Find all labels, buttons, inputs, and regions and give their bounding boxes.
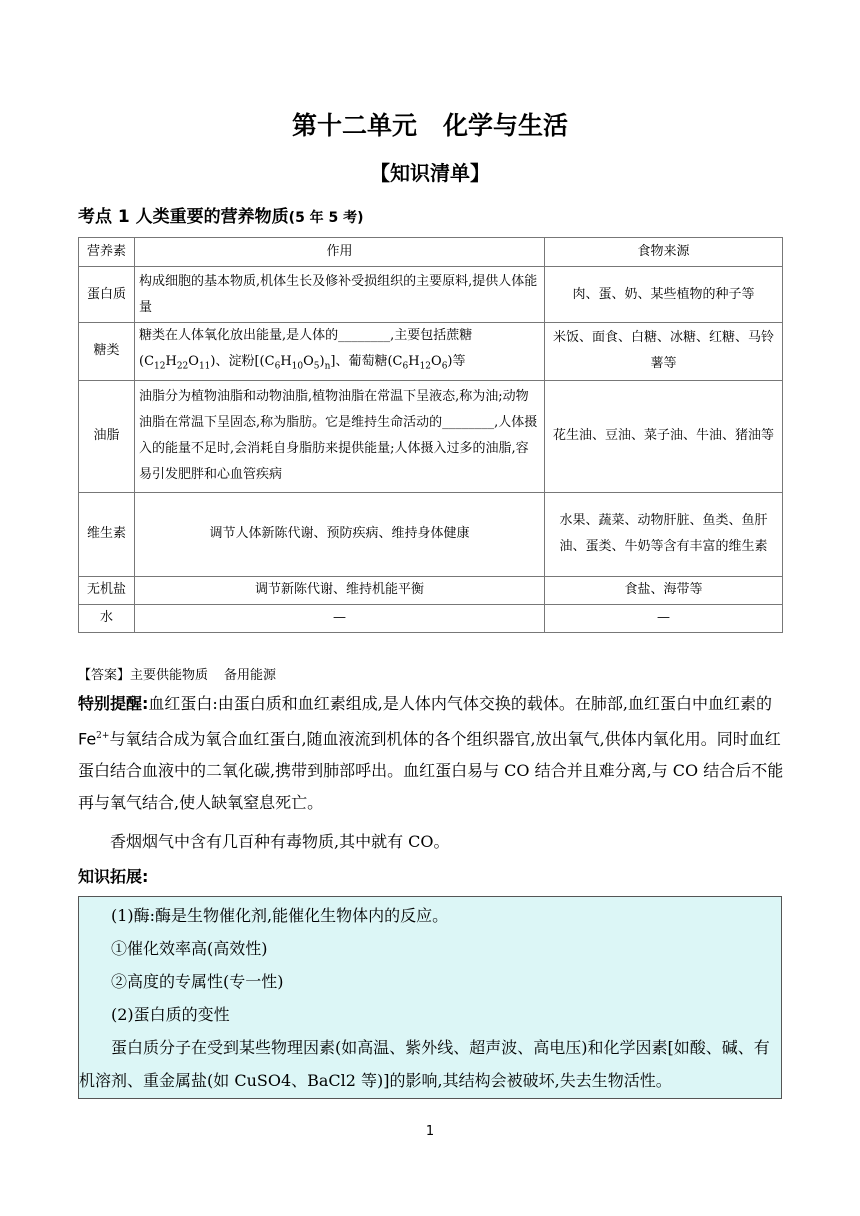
extension-line: 蛋白质分子在受到某些物理因素(如高温、紫外线、超声波、高电压)和化学因素[如酸、碱、有机溶剂、重金属盐(如 CuSO4、BaCl2 等)]的影响,其结构会被破坏,失去生物活性。 [79,1038,770,1090]
extension-box [78,896,782,1099]
table-header: 食物来源 [545,238,783,267]
reminder-label: 特别提醒: [78,694,149,713]
topic-heading-label: 考点 1 人类重要的营养物质 [78,207,289,227]
nutrient-name: 无机盐 [79,576,135,604]
special-reminder: 特别提醒:血红蛋白:由蛋白质和血红素组成,是人体内气体交换的载体。在肺部,血红蛋白中血红素的$Fe^{2+}$与氧结合成为氧合血红蛋白,随血液流到机体的各个组织器官,放出氧气,供体内氧化用。同时血红蛋白结合血液中的二氧化碳,携带到肺部呼出。血红蛋白易与 CO 结合并且难分离,与 CO 结合后不能再与氧气结合,使人缺氧窒息死亡。 [78,694,784,813]
extension-line: (1)酶:酶是生物催化剂,能催化生物体内的反应。 [111,906,449,925]
formula-text: $(C_{12}H_{22}O_{11})$、淀粉$[(C_6H_{10}O_5)_n]$、葡萄糖$(C_6H_{12}O_6)$等 [139,354,466,372]
table-row [79,267,783,323]
extension-line: ②高度的专属性(专一性) [111,972,284,991]
topic-heading-count: (5 年 5 考) [288,210,364,226]
nutrient-function: 调节人体新陈代谢、预防疾病、维持身体健康 [135,492,545,576]
topic-heading [78,202,364,227]
table-row [79,492,783,576]
table-row [79,323,783,381]
unit-title [0,106,860,142]
smoke-note: 香烟烟气中含有几百种有毒物质,其中就有 CO。 [110,832,450,851]
table-header: 作用 [135,238,545,267]
extension-line: (2)蛋白质的变性 [111,1005,230,1024]
nutrient-table [78,237,783,633]
answer-second: 备用能源 [224,668,277,683]
nutrient-function: 构成细胞的基本物质,机体生长及修补受损组织的主要原料,提供人体能量 [135,267,545,323]
nutrient-name: 蛋白质 [79,267,135,323]
answer-blank: ________ [442,415,495,431]
nutrient-source: 食盐、海带等 [545,576,783,604]
nutrient-source: 花生油、豆油、菜子油、牛油、猪油等 [545,380,783,492]
unit-title-topic: 化学与生活 [443,111,569,140]
nutrient-function: — [135,604,545,632]
nutrient-name: 糖类 [79,323,135,381]
nutrient-name: 水 [79,604,135,632]
table-header-row [79,238,783,267]
answer-label: 【答案】主要供能物质 [78,668,209,683]
nutrient-function: 糖类在人体氧化放出能量,是人体的________,主要包括蔗糖 $(C_{12}H_{22}O_{11})$、淀粉$[(C_6H_{10}O_5)_n]$、葡萄糖$(C_6H_{12}O_6)$等 [135,323,545,381]
table-row [79,380,783,492]
nutrient-source: — [545,604,783,632]
page-number: 1 [425,1124,435,1139]
table-header: 营养素 [79,238,135,267]
table-row [79,576,783,604]
unit-title-main: 第十二单元 [291,111,417,140]
nutrient-source: 水果、蔬菜、动物肝脏、鱼类、鱼肝油、蛋类、牛奶等含有丰富的维生素 [545,492,783,576]
extension-heading: 知识拓展: [78,867,149,886]
answer-blank: ________ [338,328,391,343]
nutrient-name: 油脂 [79,380,135,492]
nutrient-function: 油脂分为植物油脂和动物油脂,植物油脂在常温下呈液态,称为油;动物油脂在常温下呈固态,称为脂肪。它是维持生命活动的________,人体摄入的能量不足时,会消耗自身脂肪来提供能量;人体摄入过多的油脂,容易引发肥胖和心血管疾病 [135,380,545,492]
nutrient-source: 肉、蛋、奶、某些植物的种子等 [545,267,783,323]
nutrient-source: 米饭、面食、白糖、冰糖、红糖、马铃薯等 [545,323,783,381]
extension-line: ①催化效率高(高效性) [111,939,268,958]
section-subtitle: 【知识清单】 [370,161,490,185]
nutrient-function: 调节新陈代谢、维持机能平衡 [135,576,545,604]
answer-line [78,664,276,683]
nutrient-name: 维生素 [79,492,135,576]
table-row [79,604,783,632]
